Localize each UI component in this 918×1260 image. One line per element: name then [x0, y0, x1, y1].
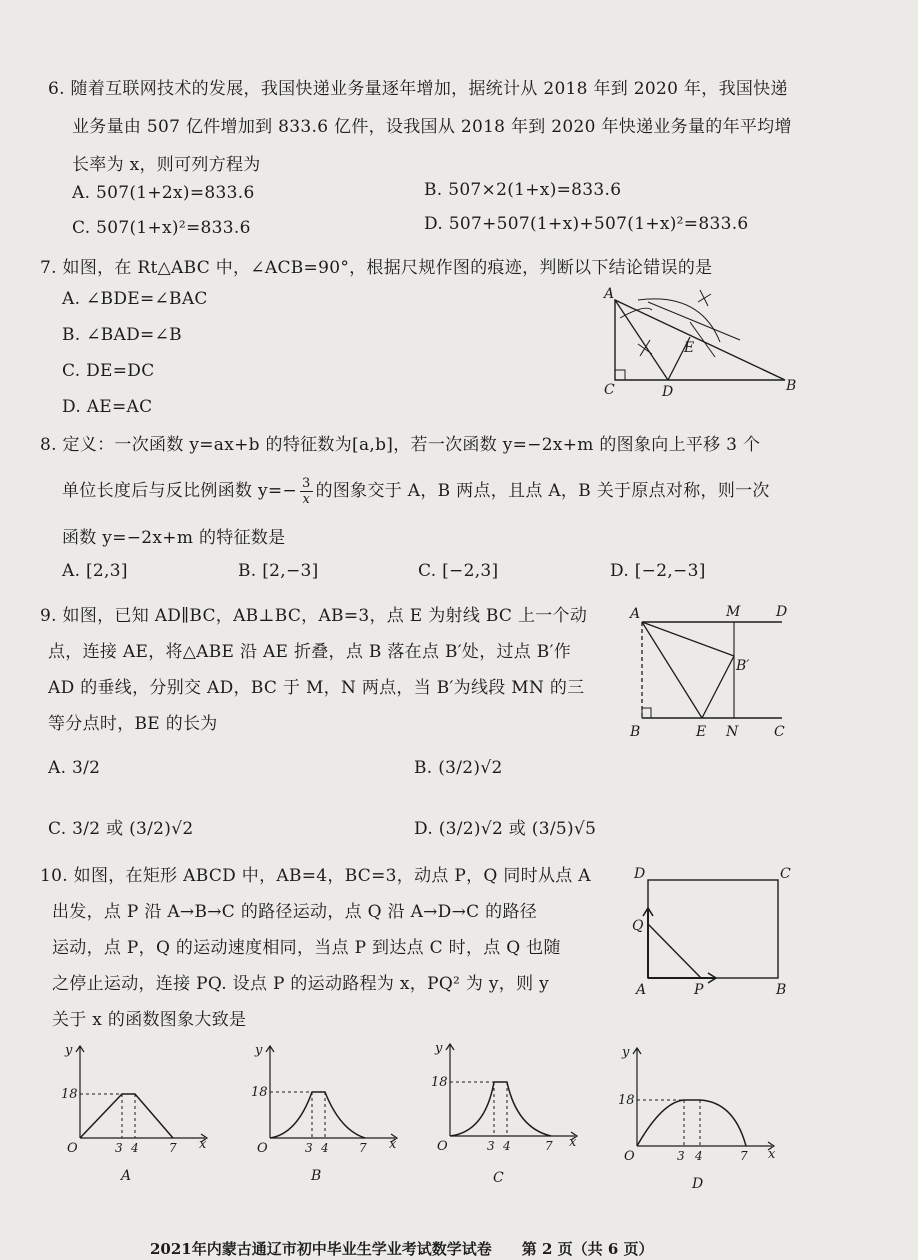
q7-option-d: D. AE=AC	[62, 397, 153, 417]
graph-b-origin: O	[257, 1141, 268, 1156]
q7-label-a: A	[604, 286, 615, 302]
q8-fraction	[300, 476, 313, 507]
q9-option-d: D. (3/2)√2 或 (3/5)√5	[414, 819, 597, 839]
q10-graph-a	[55, 1038, 215, 1188]
q6-option-d: D. 507+507(1+x)+507(1+x)²=833.6	[424, 214, 749, 234]
q10-stem-line5: 关于 x 的函数图象大致是	[52, 1010, 247, 1030]
graph-a-origin: O	[67, 1141, 78, 1156]
q10-graph-c	[425, 1036, 585, 1186]
q10-graph-b	[245, 1038, 405, 1188]
q9-stem-line1: 9. 如图，已知 AD∥BC，AB⊥BC，AB=3，点 E 为射线 BC 上一个动	[40, 606, 588, 626]
q9-option-a: A. 3/2	[48, 758, 101, 778]
q10-graph-d	[612, 1040, 782, 1190]
q10-stem-line4: 之停止运动，连接 PQ. 设点 P 的运动路程为 x，PQ² 为 y，则 y	[52, 974, 549, 994]
q7-label-e: E	[684, 340, 695, 356]
q8-stem-line2-start: 单位长度后与反比例函数 y=−	[62, 481, 297, 501]
graph-c-18: 18	[431, 1075, 448, 1090]
graph-a-y-label: y	[65, 1043, 73, 1058]
q10-figure	[628, 862, 798, 997]
graph-b-18: 18	[251, 1085, 268, 1100]
q9-stem-line3: AD 的垂线，分别交 AD，BC 于 M，N 两点，当 B′为线段 MN 的三	[48, 678, 585, 698]
q6-option-a: A. 507(1+2x)=833.6	[72, 183, 255, 203]
q9-option-c: C. 3/2 或 (3/2)√2	[48, 819, 194, 839]
q7-option-a: A. ∠BDE=∠BAC	[62, 289, 208, 309]
q9-option-b: B. (3/2)√2	[414, 758, 503, 778]
graph-c-origin: O	[437, 1139, 448, 1154]
graph-b-x-label: x	[389, 1137, 397, 1152]
graph-b-name: B	[311, 1168, 322, 1184]
q7-option-c: C. DE=DC	[62, 361, 155, 381]
q10-label-q: Q	[632, 918, 644, 934]
q9-label-d: D	[776, 604, 788, 620]
graph-d-tick3: 3	[677, 1149, 685, 1163]
graph-c-x-label: x	[569, 1135, 577, 1150]
q6-stem-line3: 长率为 x，则可列方程为	[72, 155, 261, 175]
q10-label-a: A	[636, 982, 647, 997]
q9-label-b: B	[630, 724, 641, 740]
q6-stem-line1: 6. 随着互联网技术的发展，我国快递业务量逐年增加，据统计从 2018 年到 2020 年，我国快递	[48, 79, 788, 99]
graph-a-tick3: 3	[115, 1141, 123, 1155]
q8-stem-line2-end: 的图象交于 A，B 两点，且点 A，B 关于原点对称，则一次	[315, 481, 770, 501]
q8-option-c: C. [−2,3]	[418, 561, 499, 581]
graph-b-tick3: 3	[305, 1141, 313, 1155]
graph-d-tick4: 4	[695, 1149, 703, 1163]
graph-b-tick7: 7	[359, 1141, 367, 1155]
graph-d-origin: O	[624, 1149, 635, 1164]
q8-fraction-denominator: x	[302, 492, 311, 507]
q10-stem-line1: 10. 如图，在矩形 ABCD 中，AB=4，BC=3，动点 P，Q 同时从点 A	[40, 866, 591, 886]
graph-d-18: 18	[618, 1093, 635, 1108]
q6-stem-line2: 业务量由 507 亿件增加到 833.6 亿件，设我国从 2018 年到 2020 年快递业务量的年平均增	[72, 117, 792, 137]
graph-a-18: 18	[61, 1087, 78, 1102]
graph-a-name: A	[121, 1168, 132, 1184]
q9-stem-line2: 点，连接 AE，将△ABE 沿 AE 折叠，点 B 落在点 B′处，过点 B′作	[48, 642, 572, 662]
graph-d-tick7: 7	[740, 1149, 748, 1163]
q7-label-b: B	[786, 378, 797, 394]
q10-label-c: C	[780, 866, 791, 882]
q9-label-m: M	[726, 604, 741, 620]
q10-label-d: D	[634, 866, 646, 882]
q8-option-d: D. [−2,−3]	[610, 561, 706, 581]
graph-d-name: D	[692, 1176, 704, 1190]
q7-stem: 7. 如图，在 Rt△ABC 中，∠ACB=90°，根据尺规作图的痕迹，判断以下结论错误的是	[40, 258, 713, 278]
q8-option-a: A. [2,3]	[62, 561, 128, 581]
graph-d-y-label: y	[622, 1045, 630, 1060]
q7-label-c: C	[604, 382, 615, 398]
q10-label-b: B	[776, 982, 787, 997]
q8-fraction-numerator: 3	[302, 476, 311, 491]
graph-c-y-label: y	[435, 1041, 443, 1056]
page-footer: 2021年内蒙古通辽市初中毕业生学业考试数学试卷 第 2 页（共 6 页）	[150, 1240, 654, 1258]
q9-label-n: N	[726, 724, 739, 740]
q6-option-c: C. 507(1+x)²=833.6	[72, 218, 251, 238]
graph-c-tick7: 7	[545, 1139, 553, 1153]
q9-stem-line4: 等分点时，BE 的长为	[48, 714, 218, 734]
graph-a-x-label: x	[199, 1137, 207, 1152]
q8-stem-line2	[62, 476, 770, 507]
q7-option-b: B. ∠BAD=∠B	[62, 325, 182, 345]
q7-figure	[590, 282, 800, 402]
graph-a-tick4: 4	[131, 1141, 139, 1155]
graph-c-tick4: 4	[503, 1139, 511, 1153]
graph-c-tick3: 3	[487, 1139, 495, 1153]
q10-stem-line3: 运动，点 P，Q 的运动速度相同，当点 P 到达点 C 时，点 Q 也随	[52, 938, 561, 958]
q10-label-p: P	[694, 982, 704, 997]
q9-label-a: A	[630, 606, 641, 622]
q9-label-e: E	[696, 724, 707, 740]
graph-b-tick4: 4	[321, 1141, 329, 1155]
q6-option-b: B. 507×2(1+x)=833.6	[424, 180, 622, 200]
q10-stem-line2: 出发，点 P 沿 A→B→C 的路径运动，点 Q 沿 A→D→C 的路径	[52, 902, 538, 922]
graph-b-y-label: y	[255, 1043, 263, 1058]
q8-option-b: B. [2,−3]	[238, 561, 319, 581]
q9-label-c: C	[774, 724, 785, 740]
q9-figure	[622, 600, 797, 740]
graph-a-tick7: 7	[169, 1141, 177, 1155]
q7-label-d: D	[662, 384, 674, 400]
graph-c-name: C	[493, 1170, 504, 1186]
q8-stem-line1: 8. 定义：一次函数 y=ax+b 的特征数为[a,b]，若一次函数 y=−2x+m 的图象向上平移 3 个	[40, 435, 761, 455]
q8-stem-line3: 函数 y=−2x+m 的特征数是	[62, 528, 286, 548]
q9-label-b-prime: B′	[736, 658, 750, 674]
graph-d-x-label: x	[768, 1147, 776, 1162]
